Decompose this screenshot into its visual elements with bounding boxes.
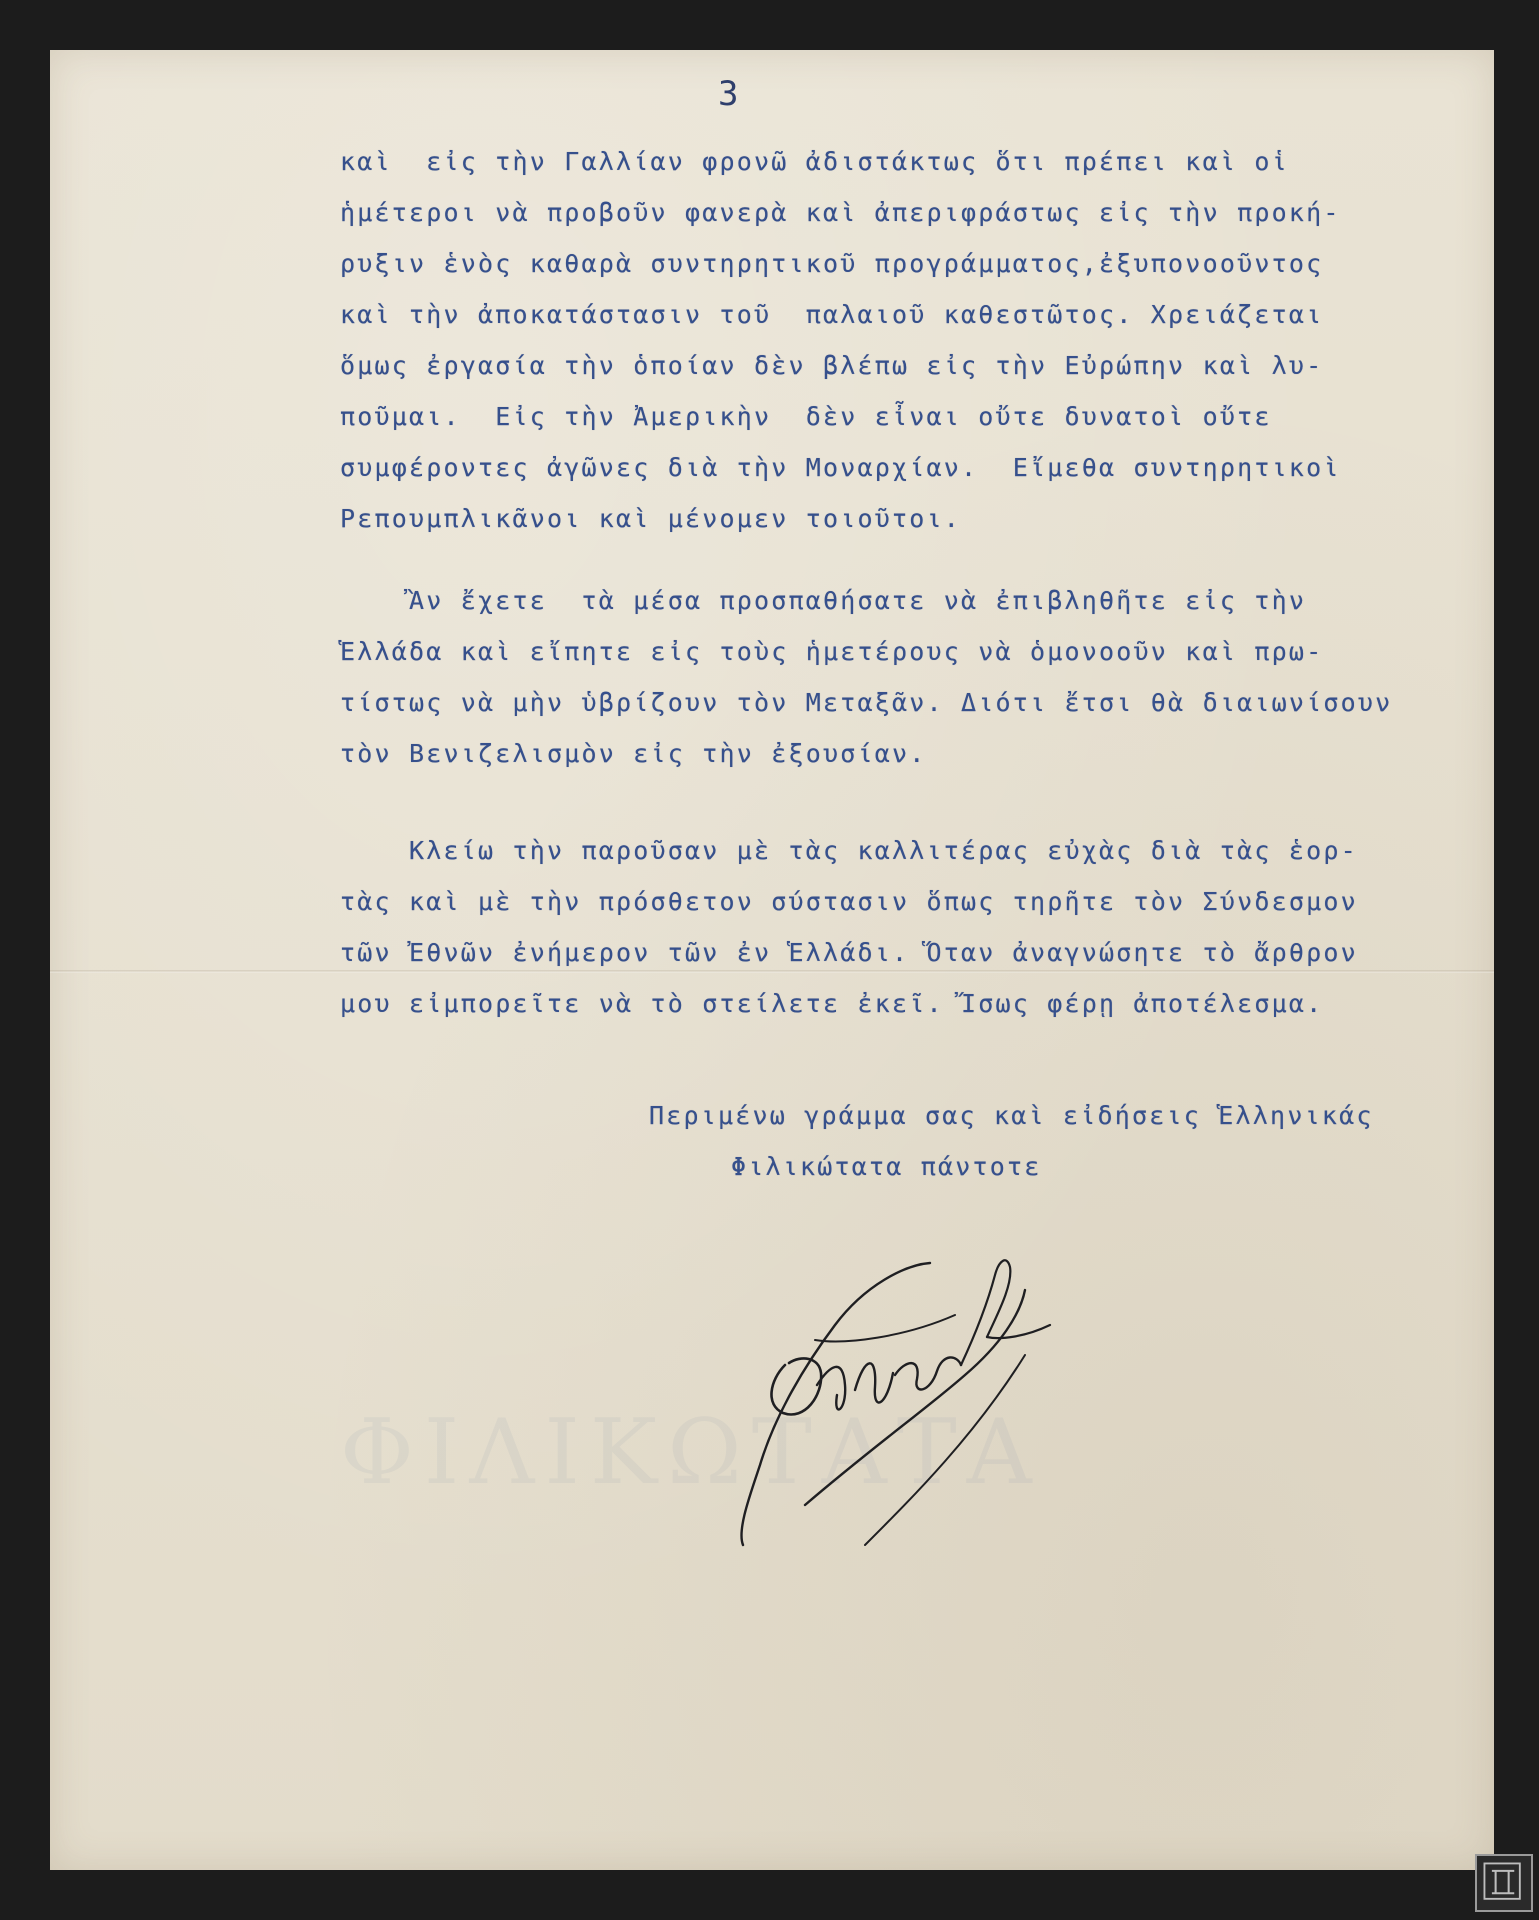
text-line: καὶ εἰς τὴν Γαλλίαν φρονῶ ἀδιστάκτως ὅτι πρέπει καὶ οἱ [340, 147, 1289, 176]
text-line: Ἂν ἔχετε τὰ μέσα προσπαθήσατε νὰ ἐπιβληθῆτε εἰς τὴν [340, 586, 1307, 615]
text-line: τῶν Ἐθνῶν ἐνήμερον τῶν ἐν Ἑλλάδι. Ὅταν ἀναγνώσητε τὸ ἄρθρον [340, 938, 1358, 967]
letter-page [50, 50, 1494, 1870]
text-line: Κλείω τὴν παροῦσαν μὲ τὰς καλλιτέρας εὐχὰς διὰ τὰς ἑορ- [340, 836, 1358, 865]
valediction [50, 1123, 1042, 1210]
paper-fold-crease [50, 970, 1494, 973]
handwritten-signature [725, 1245, 1085, 1585]
page-number: 3 [718, 74, 741, 114]
text-line: ἡμέτεροι νὰ προβοῦν φανερὰ καὶ ἀπεριφράστως εἰς τὴν προκή- [340, 198, 1341, 227]
text-line: ὅμως ἐργασία τὴν ὁποίαν δὲν βλέπω εἰς τὴν Εὐρώπην καὶ λυ- [340, 351, 1324, 380]
valediction-text: Φιλικώτατα πάντοτε [731, 1152, 1042, 1181]
text-line: τίστως νὰ μὴν ὑβρίζουν τὸν Μεταξᾶν. Διότι ἔτσι θὰ διαιωνίσουν [340, 688, 1393, 717]
text-line: μου εἰμπορεῖτε νὰ τὸ στείλετε ἐκεῖ. Ἴσως φέρῃ ἀποτέλεσμα. [340, 989, 1324, 1018]
text-line: τὸν Βενιζελισμὸν εἰς τὴν ἐξουσίαν. [340, 739, 927, 768]
text-line: Ἑλλάδα καὶ εἴπητε εἰς τοὺς ἡμετέρους νὰ ὁμονοοῦν καὶ πρω- [340, 637, 1324, 666]
text-line: Ρεπουμπλικᾶνοι καὶ μένομεν τοιοῦτοι. [340, 504, 962, 533]
text-line: συμφέροντες ἀγῶνες διὰ τὴν Μοναρχίαν. Εἴμεθα συντηρητικοὶ [340, 453, 1341, 482]
show-through-text: ΦΙΛΙΚΩΤΑΤΑ [340, 1400, 1042, 1505]
text-line: τὰς καὶ μὲ τὴν πρόσθετον σύστασιν ὅπως τηρῆτε τὸν Σύνδεσμον [340, 887, 1358, 916]
text-line: ρυξιν ἑνὸς καθαρὰ συντηρητικοῦ προγράμματος,ἐξυπονοοῦντος [340, 249, 1324, 278]
text-line: καὶ τὴν ἀποκατάστασιν τοῦ παλαιοῦ καθεστῶτος. Χρειάζεται [340, 300, 1324, 329]
text-line: ποῦμαι. Εἰς τὴν Ἀμερικὴν δὲν εἶναι οὔτε δυνατοὶ οὔτε [340, 402, 1272, 431]
archive-stamp-icon [1475, 1854, 1533, 1912]
closing-line-text: Περιμένω γράμμα σας καὶ εἰδήσεις Ἑλληνικάς [649, 1101, 1374, 1130]
